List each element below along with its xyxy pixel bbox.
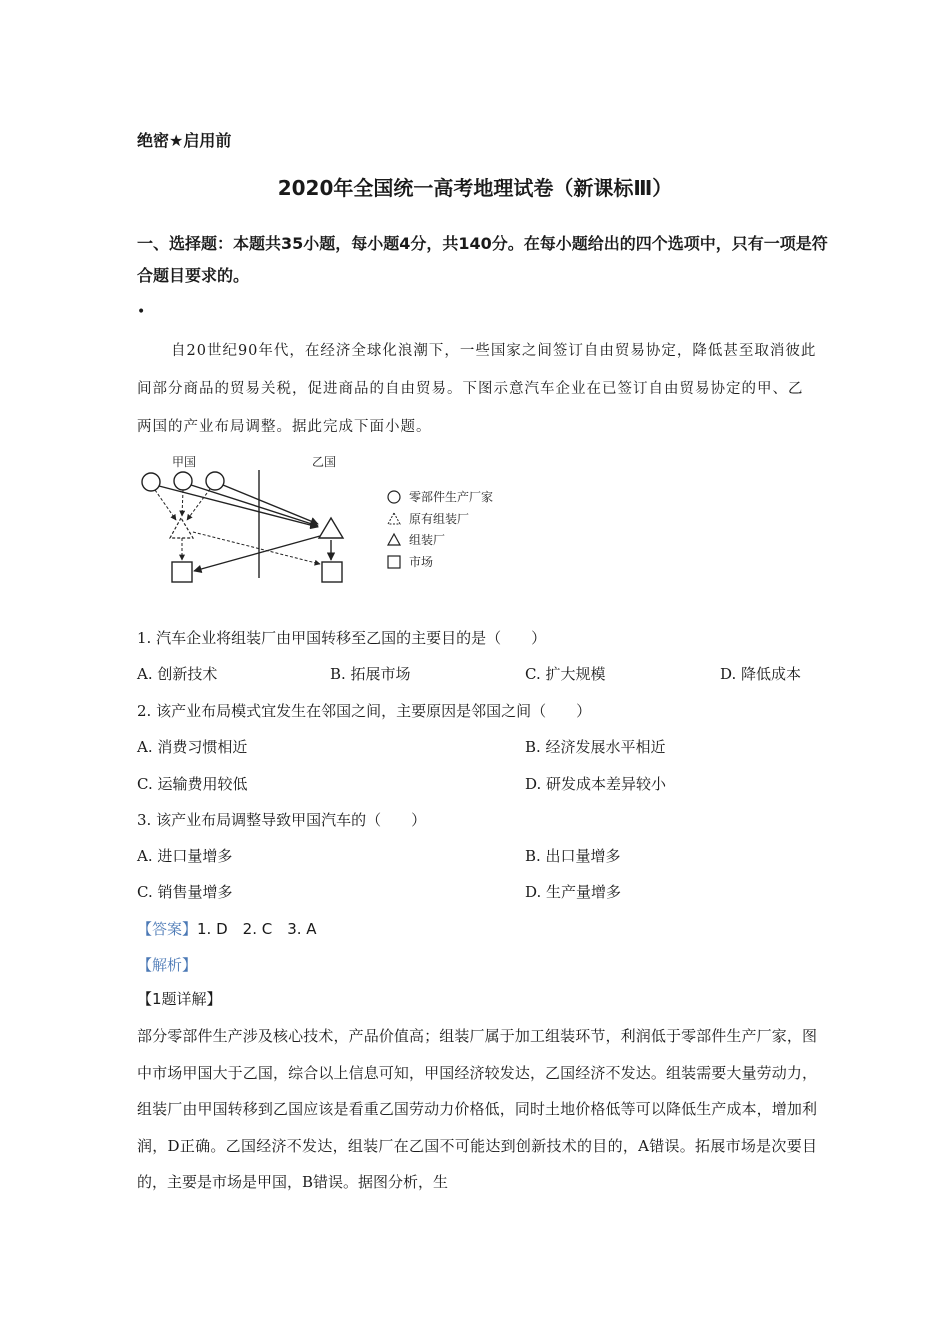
analysis-label: 【解析】 — [137, 956, 198, 974]
answer-label: 【答案】 — [137, 920, 198, 938]
old-flow-2 — [182, 490, 183, 516]
old-flow-1 — [155, 490, 176, 520]
new-flow-2 — [191, 485, 318, 526]
intro-paragraph: 自20世纪90年代，在经济全球化浪潮下，一些国家之间签订自由贸易协定，降低甚至取消彼此间部分商品的贸易关税，促进商品的自由贸易。下图示意汽车企业在已签订自由贸易协定的甲、乙两国的产业布局调整。据此完成下面小题。 — [137, 343, 817, 435]
country-a-label: 甲国 — [172, 455, 197, 469]
legend-parts: 零部件生产厂家 — [409, 490, 494, 504]
detail-heading: 【1题详解】 — [137, 990, 222, 1008]
question-2-option-a: A. 消费习惯相近 — [137, 738, 248, 756]
question-1-option-d: D. 降低成本 — [720, 665, 802, 683]
country-b-label: 乙国 — [312, 455, 337, 469]
market-a — [172, 562, 192, 582]
market-b — [322, 562, 342, 582]
detail-paragraph: 部分零部件生产涉及核心技术，产品价值高；组装厂属于加工组装环节，利润低于零部件生产厂家，图中市场甲国大于乙国，综合以上信息可知，甲国经济较发达，乙国经济不发达。组装需要大量劳动力，组装厂由甲国转移到乙国应该是看重乙国劳动力价格低，同时土地价格低等可以降低生产成本，增加利润，D正确。乙国经济不发达，组装厂在乙国不可能达到创新技术的目的，A错误。拓展市场是次要目的，主要是市场是甲国，B错误。据图分析，生 — [137, 1027, 817, 1191]
parts-factory-3 — [206, 472, 224, 490]
new-flow-3 — [223, 485, 318, 524]
legend-original: 原有组装厂 — [409, 512, 470, 526]
secret-label: 绝密★启用前 — [137, 131, 232, 150]
legend-circle-icon — [388, 491, 400, 503]
question-1-option-a: A. 创新技术 — [137, 665, 218, 683]
question-3-option-a: A. 进口量增多 — [137, 847, 233, 865]
question-2-stem: 2. 该产业布局模式宜发生在邻国之间，主要原因是邻国之间（ ） — [137, 702, 592, 720]
old-flow-5 — [193, 532, 320, 564]
bullet: • — [137, 304, 146, 320]
question-3-option-c: C. 销售量增多 — [137, 883, 233, 901]
legend-market: 市场 — [409, 555, 434, 569]
question-2-option-c: C. 运输费用较低 — [137, 775, 248, 793]
question-1-option-c: C. 扩大规模 — [525, 665, 606, 683]
question-3-option-d: D. 生产量增多 — [525, 883, 622, 901]
answer-values: 1. D 2. C 3. A — [197, 920, 317, 938]
answer-line — [137, 918, 317, 939]
question-2-option-b: B. 经济发展水平相近 — [525, 738, 666, 756]
legend-dashed-triangle-icon — [388, 513, 400, 524]
parts-factory-2 — [174, 472, 192, 490]
section-heading: 一、选择题：本题共35小题，每小题4分，共140分。在每小题给出的四个选项中，只有一项是符合题目要求的。 — [137, 234, 828, 285]
legend-triangle-icon — [388, 534, 400, 545]
industry-diagram — [130, 450, 530, 590]
question-2-option-d: D. 研发成本差异较小 — [525, 775, 667, 793]
page-title: 2020年全国统一高考地理试卷（新课标Ⅲ） — [277, 176, 673, 200]
legend-square-icon — [388, 556, 400, 568]
assembly-plant — [319, 518, 343, 538]
question-3-option-b: B. 出口量增多 — [525, 847, 621, 865]
question-1-option-b: B. 拓展市场 — [330, 665, 411, 683]
parts-factory-1 — [142, 473, 160, 491]
new-flow-5 — [194, 536, 320, 571]
legend-assembly: 组装厂 — [409, 533, 446, 547]
question-3-stem: 3. 该产业布局调整导致甲国汽车的（ ） — [137, 811, 427, 829]
question-1-stem: 1. 汽车企业将组装厂由甲国转移至乙国的主要目的是（ ） — [137, 629, 547, 647]
original-assembly-plant — [170, 518, 193, 538]
